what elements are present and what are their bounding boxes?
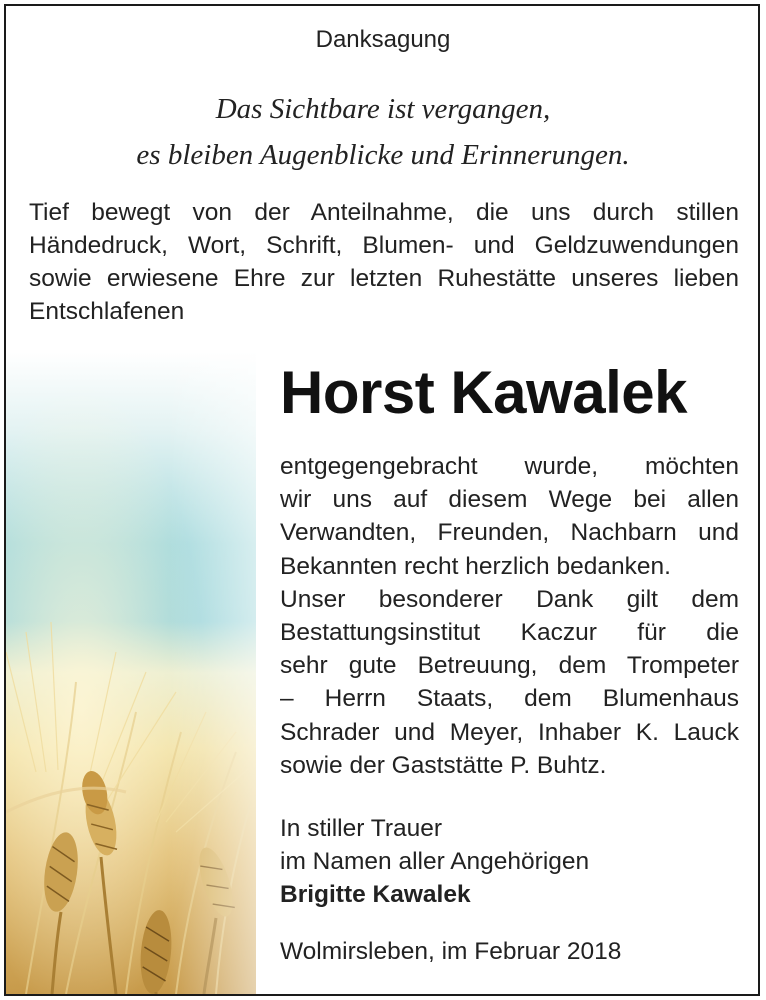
intro-line: sowie erwiesene Ehre zur letzten Ruhestätte unseres lieben [29,265,739,292]
deceased-name: Horst Kawalek [280,359,687,426]
thanks-line: Unser besonderer Dank gilt dem [280,585,739,613]
signer-name: Brigitte Kawalek [280,881,471,909]
signoff-line-2: im Namen aller Angehörigen [280,848,590,876]
thanks-line: entgegengebracht wurde, möchten [280,453,739,480]
thanks-paragraph [280,450,739,782]
quote-line-2: es bleiben Augenblicke und Erinnerungen. [136,139,630,171]
signoff-line-1: In stiller Trauer [280,815,443,842]
thanks-line: wir uns auf diesem Wege bei allen [280,486,739,514]
place-and-date: Wolmirsleben, im Februar 2018 [280,938,622,965]
quote-line-1: Das Sichtbare ist vergangen, [215,93,551,125]
thanks-line: Schrader und Meyer, Inhaber K. Lauck [280,718,739,746]
notice-heading: Danksagung [315,26,451,53]
thanks-line: Bekannten recht herzlich bedanken. [280,552,671,580]
intro-line: Entschlafenen [29,298,185,325]
intro-line: Tief bewegt von der Anteilnahme, die uns durch stillen [29,199,739,226]
thanks-line: sowie der Gaststätte P. Buhtz. [280,751,607,779]
thanks-line: – Herrn Staats, dem Blumenhaus [280,685,739,713]
thanks-line: Verwandten, Freunden, Nachbarn und [280,519,739,547]
intro-paragraph [29,196,739,328]
wheat-field-illustration [6,352,256,994]
signoff-block [280,812,739,912]
memorial-quote [0,86,766,178]
intro-line: Händedruck, Wort, Schrift, Blumen- und Geldzuwendungen [29,232,739,259]
thanks-line: Bestattungsinstitut Kaczur für die [280,619,739,647]
wheat-field-image [6,352,256,994]
thanks-line: sehr gute Betreuung, dem Trompeter [280,652,739,680]
